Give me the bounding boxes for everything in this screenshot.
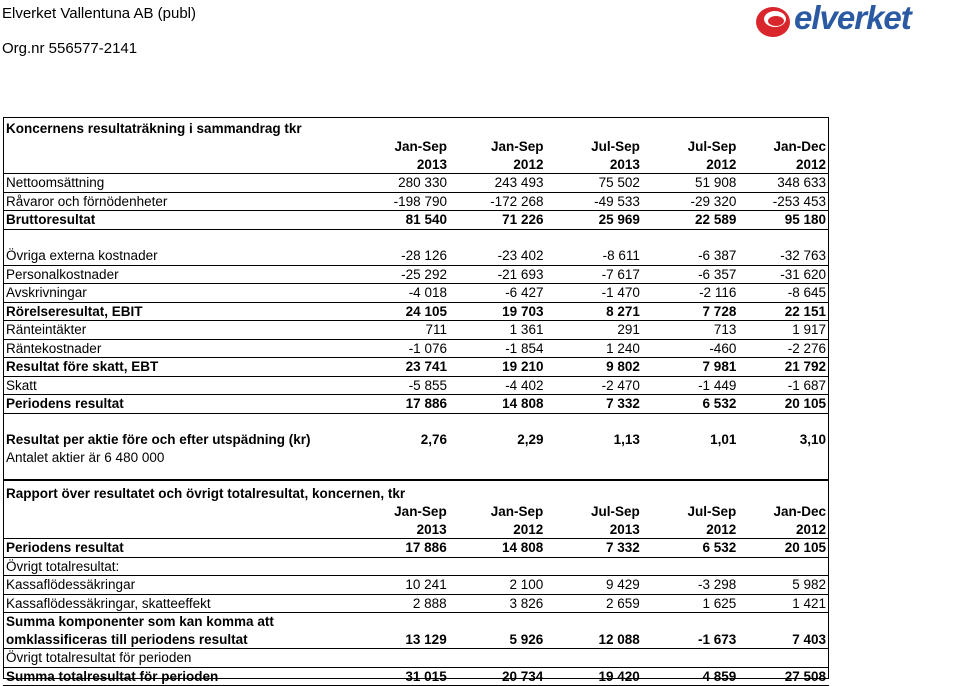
row-value: 17 886 — [355, 395, 450, 414]
row-label: Kassaflödessäkringar, skatteeffekt — [3, 594, 355, 613]
shares-label: Antalet aktier är 6 480 000 — [6, 449, 165, 465]
row-label: Skatt — [3, 376, 355, 395]
header-row-period — [3, 138, 829, 156]
comprehensive-income-table — [3, 503, 829, 686]
row-value — [355, 649, 450, 668]
row-value: -2 276 — [739, 339, 829, 358]
header-blank — [3, 503, 355, 521]
row-value: 7 728 — [643, 302, 739, 321]
income-statement-title: Koncernens resultaträkning i sammandrag tkr — [6, 121, 302, 136]
row-value: 1 240 — [546, 339, 642, 358]
row-value: 1 917 — [739, 321, 829, 340]
row-value: 2 100 — [450, 576, 547, 595]
row-value: -2 470 — [546, 376, 642, 395]
row-value: 6 532 — [643, 539, 740, 558]
row-value: 31 015 — [355, 667, 450, 686]
header-row-period — [3, 503, 829, 521]
row-value: 7 403 — [739, 631, 829, 649]
row-value: -8 611 — [546, 247, 642, 265]
row-value: -1 470 — [546, 284, 642, 303]
row-value: -7 617 — [546, 265, 642, 284]
row-value: 280 330 — [355, 174, 450, 193]
row-value — [355, 557, 450, 576]
table-row — [3, 576, 829, 595]
spacer-cell — [3, 229, 829, 247]
column-header-period: Jan-Sep — [490, 504, 544, 520]
column-header-year: 2012 — [450, 521, 547, 539]
table-row — [3, 631, 829, 649]
table-row — [3, 358, 829, 377]
table-row — [3, 395, 829, 414]
header-row-year — [3, 521, 829, 539]
row-value: -21 693 — [450, 265, 547, 284]
row-value: -4 402 — [450, 376, 547, 395]
column-header-period: Jul-Sep — [591, 139, 640, 155]
row-value: 9 802 — [546, 358, 642, 377]
row-value — [643, 649, 740, 668]
row-value: -172 268 — [450, 192, 547, 211]
row-value: 243 493 — [450, 174, 547, 193]
row-label: Nettoomsättning — [3, 174, 355, 193]
row-label: Summa komponenter som kan komma att — [6, 614, 274, 630]
table-row — [3, 649, 829, 668]
row-label: Råvaror och förnödenheter — [3, 192, 355, 211]
column-header-year: 2012 — [643, 156, 739, 174]
column-header-year: 2013 — [546, 521, 643, 539]
column-header-year: 2013 — [355, 156, 450, 174]
row-value: 21 792 — [739, 358, 829, 377]
row-value: 20 105 — [739, 539, 829, 558]
row-label: Övrigt totalresultat för perioden — [3, 649, 355, 668]
column-header-period: Jan-Sep — [490, 139, 544, 155]
column-header-period: Jan-Dec — [773, 139, 826, 155]
row-label: Kassaflödessäkringar — [3, 576, 355, 595]
row-value: 7 332 — [546, 539, 643, 558]
eps-label: Resultat per aktie före och efter utspädning (kr) — [6, 432, 311, 448]
table-row — [3, 339, 829, 358]
column-header-period: Jan-Sep — [394, 504, 447, 520]
table-row — [3, 539, 829, 558]
logo-text: elverket — [794, 0, 911, 36]
row-value: -1 076 — [355, 339, 450, 358]
column-header-period: Jul-Sep — [591, 504, 640, 520]
row-value: 12 088 — [546, 631, 643, 649]
row-value: -29 320 — [643, 192, 739, 211]
row-value — [355, 613, 450, 631]
row-value: 348 633 — [739, 174, 829, 193]
row-label: Resultat före skatt, EBT — [3, 358, 355, 377]
row-value — [546, 649, 643, 668]
row-value: 711 — [355, 321, 450, 340]
row-value: 10 241 — [355, 576, 450, 595]
row-value: -4 018 — [355, 284, 450, 303]
header-blank — [3, 521, 355, 539]
column-header-year: 2013 — [355, 521, 450, 539]
row-label: Övriga externa kostnader — [3, 247, 355, 265]
row-value: -3 298 — [643, 576, 740, 595]
eps-value: 2,76 — [420, 432, 447, 448]
row-value: -460 — [643, 339, 739, 358]
row-value: 9 429 — [546, 576, 643, 595]
row-value: 291 — [546, 321, 642, 340]
row-value: 51 908 — [643, 174, 739, 193]
column-header-year: 2012 — [739, 156, 829, 174]
row-value: -1 449 — [643, 376, 739, 395]
row-value: -253 453 — [739, 192, 829, 211]
row-value — [739, 557, 829, 576]
column-header-period: Jan-Sep — [394, 139, 447, 155]
row-value: 23 741 — [355, 358, 450, 377]
row-value: -1 854 — [450, 339, 547, 358]
row-value: 5 926 — [450, 631, 547, 649]
row-value: 6 532 — [643, 395, 739, 414]
spacer-row — [3, 229, 829, 247]
row-value: -198 790 — [355, 192, 450, 211]
row-value: 2 659 — [546, 594, 643, 613]
column-header-period: Jan-Dec — [773, 504, 826, 520]
row-value: -6 357 — [643, 265, 739, 284]
column-header-period: Jul-Sep — [687, 504, 737, 520]
row-label: Bruttoresultat — [3, 211, 355, 230]
row-value: 5 982 — [739, 576, 829, 595]
row-value: 7 981 — [643, 358, 739, 377]
row-label: Personalkostnader — [3, 265, 355, 284]
row-label: Avskrivningar — [3, 284, 355, 303]
shares-row — [3, 449, 829, 467]
row-value: -49 533 — [546, 192, 642, 211]
row-value: -25 292 — [355, 265, 450, 284]
row-value: 24 105 — [355, 302, 450, 321]
row-value: 95 180 — [739, 211, 829, 230]
row-label: omklassificeras till periodens resultat — [3, 631, 355, 649]
row-value: 20 105 — [739, 395, 829, 414]
table-row — [3, 302, 829, 321]
row-value: 7 332 — [546, 395, 642, 414]
row-value: 19 420 — [546, 667, 643, 686]
eps-value: 1,13 — [613, 432, 640, 448]
table-row — [3, 247, 829, 265]
row-label: Rörelseresultat, EBIT — [3, 302, 355, 321]
row-value: 81 540 — [355, 211, 450, 230]
column-header-year: 2013 — [546, 156, 642, 174]
row-value: 19 210 — [450, 358, 547, 377]
row-value: 3 826 — [450, 594, 547, 613]
table-row — [3, 613, 829, 631]
table-row — [3, 557, 829, 576]
table-row — [3, 265, 829, 284]
row-value: 71 226 — [450, 211, 547, 230]
row-value — [739, 613, 829, 631]
org-number: Org.nr 556577-2141 — [2, 40, 138, 57]
column-header-year: 2012 — [450, 156, 547, 174]
row-value — [546, 613, 643, 631]
row-value: 1 625 — [643, 594, 740, 613]
row-value: 14 808 — [450, 539, 547, 558]
row-value: 4 859 — [643, 667, 740, 686]
column-header-year: 2012 — [739, 521, 829, 539]
row-value: -32 763 — [739, 247, 829, 265]
table-row — [3, 174, 829, 193]
header-blank — [3, 138, 355, 156]
row-value: 2 888 — [355, 594, 450, 613]
table-row — [3, 211, 829, 230]
eps-value: 1,01 — [710, 432, 737, 448]
row-value — [450, 557, 547, 576]
row-value: 14 808 — [450, 395, 547, 414]
row-value — [450, 613, 547, 631]
table-row — [3, 667, 829, 686]
spacer-cell — [3, 413, 829, 431]
eps-value: 2,29 — [517, 432, 544, 448]
row-value: -6 427 — [450, 284, 547, 303]
row-label: Periodens resultat — [3, 395, 355, 414]
row-value: 713 — [643, 321, 739, 340]
row-value — [643, 613, 740, 631]
row-value — [739, 649, 829, 668]
table-row — [3, 594, 829, 613]
row-value: -1 673 — [643, 631, 740, 649]
comprehensive-income-title: Rapport över resultatet och övrigt totalresultat, koncernen, tkr — [6, 486, 406, 501]
row-value: -1 687 — [739, 376, 829, 395]
row-label: Summa totalresultat för perioden — [3, 667, 355, 686]
row-value: -31 620 — [739, 265, 829, 284]
row-value: -23 402 — [450, 247, 547, 265]
row-value — [643, 557, 740, 576]
row-value: 19 703 — [450, 302, 547, 321]
row-value: -8 645 — [739, 284, 829, 303]
row-value — [546, 557, 643, 576]
column-header-period: Jul-Sep — [687, 139, 737, 155]
row-value: 75 502 — [546, 174, 642, 193]
row-value: 22 151 — [739, 302, 829, 321]
header-blank — [3, 156, 355, 174]
spacer-row — [3, 413, 829, 431]
eps-row — [3, 431, 829, 449]
row-value: 20 734 — [450, 667, 547, 686]
eps-value: 3,10 — [799, 432, 826, 448]
row-value: 25 969 — [546, 211, 642, 230]
row-value: 27 508 — [739, 667, 829, 686]
table-row — [3, 376, 829, 395]
row-label: Periodens resultat — [3, 539, 355, 558]
row-value: 1 421 — [739, 594, 829, 613]
company-name: Elverket Vallentuna AB (publ) — [2, 5, 196, 22]
row-value: 22 589 — [643, 211, 739, 230]
row-value: -28 126 — [355, 247, 450, 265]
row-value: -6 387 — [643, 247, 739, 265]
row-value: -5 855 — [355, 376, 450, 395]
header-row-year — [3, 156, 829, 174]
row-label: Räntekostnader — [3, 339, 355, 358]
row-value — [450, 649, 547, 668]
row-value: 1 361 — [450, 321, 547, 340]
column-header-year: 2012 — [643, 521, 740, 539]
table-row — [3, 321, 829, 340]
row-value: 13 129 — [355, 631, 450, 649]
table-row — [3, 192, 829, 211]
income-statement-table — [3, 138, 829, 466]
row-value: 8 271 — [546, 302, 642, 321]
row-label: Ränteintäkter — [3, 321, 355, 340]
row-label: Övrigt totalresultat: — [3, 557, 355, 576]
row-value: 17 886 — [355, 539, 450, 558]
row-value: -2 116 — [643, 284, 739, 303]
table-row — [3, 284, 829, 303]
